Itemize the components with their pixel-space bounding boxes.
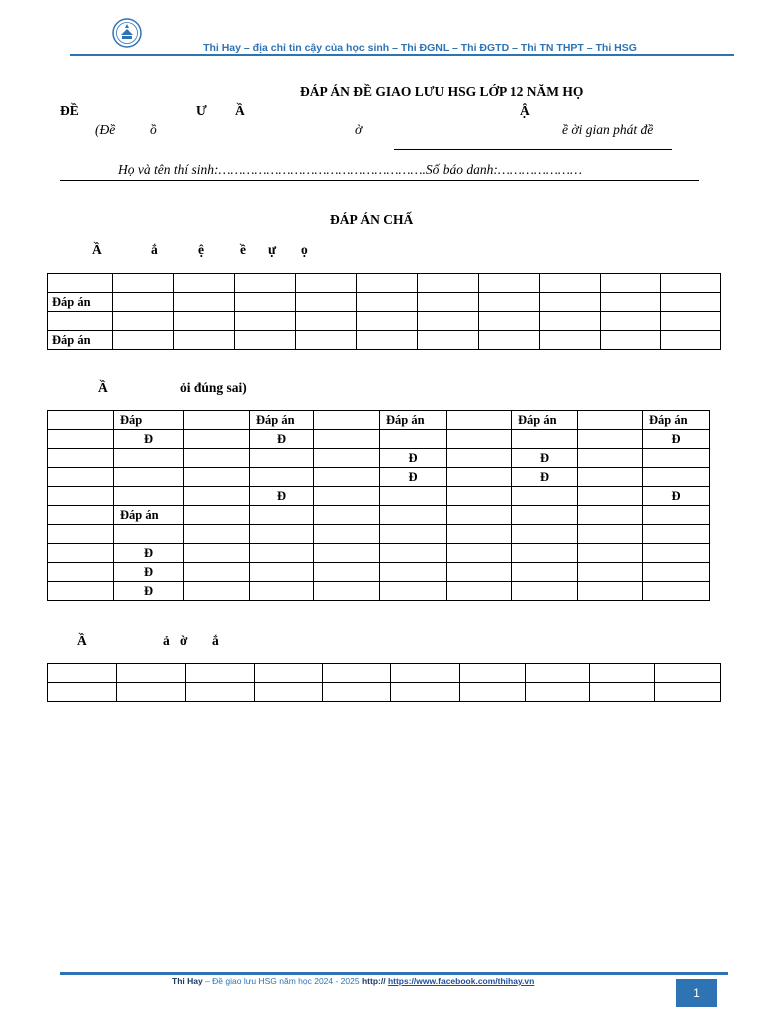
part2-cell: [512, 430, 578, 449]
part1-cell: [113, 312, 174, 331]
part1-cell: [357, 274, 418, 293]
part2-cell: [512, 525, 578, 544]
part2-cell: Đ: [250, 487, 314, 506]
part1-heading-1: Ầ: [92, 242, 102, 257]
part1-cell: [540, 331, 601, 350]
part2-cell: Đ: [643, 487, 710, 506]
part2-cell: [48, 468, 114, 487]
note-left: (Đề: [95, 122, 116, 137]
part3-cell: [391, 664, 460, 683]
part1-cell: [235, 274, 296, 293]
part2-cell: [512, 582, 578, 601]
part1-cell: [479, 331, 540, 350]
part2-cell: Đ: [380, 468, 447, 487]
candidate-line: Họ và tên thí sinh:…………………………………………….Số báo danh:…………………: [118, 162, 582, 177]
part1-cell: [296, 293, 357, 312]
part2-cell: [48, 430, 114, 449]
part2-row: [48, 430, 710, 449]
part2-cell: Đáp án: [114, 506, 184, 525]
part3-cell: [655, 664, 721, 683]
part2-cell: [314, 468, 380, 487]
part1-answer-table: [47, 273, 721, 350]
part2-cell: [447, 582, 512, 601]
part2-cell: [512, 487, 578, 506]
part2-cell: Đ: [512, 449, 578, 468]
part2-cell: [250, 563, 314, 582]
page-number: 1: [676, 979, 717, 1007]
header-divider: [70, 54, 734, 56]
part1-cell: [174, 274, 235, 293]
part2-cell: [250, 468, 314, 487]
part3-answer-table: [47, 663, 721, 702]
footer-caption: – Đề giao lưu HSG năm học 2024 - 2025: [202, 976, 362, 986]
part2-row: [48, 525, 710, 544]
part2-row: [48, 582, 710, 601]
part2-cell: [48, 525, 114, 544]
part2-cell: [114, 525, 184, 544]
part3-heading-2: ả: [163, 633, 170, 648]
note-o: ồ: [150, 122, 157, 137]
part2-cell: [447, 449, 512, 468]
school-logo-icon: [112, 18, 142, 48]
part2-cell: [184, 525, 250, 544]
part2-cell: [114, 468, 184, 487]
part1-cell: Đáp án: [48, 331, 113, 350]
part2-cell: Đ: [114, 582, 184, 601]
part2-cell: [447, 411, 512, 430]
part1-cell: [661, 331, 721, 350]
part2-heading-1: Ầ: [98, 380, 108, 395]
part2-cell: [114, 487, 184, 506]
part1-cell: [601, 274, 661, 293]
part2-cell: [114, 449, 184, 468]
part2-cell: [578, 487, 643, 506]
note-o2: ờ: [355, 122, 363, 137]
part1-heading-2: ắ: [151, 242, 158, 257]
title-fragment-a: Ầ: [235, 103, 245, 118]
part2-row: [48, 449, 710, 468]
part2-cell: [578, 449, 643, 468]
footer-divider: [60, 972, 728, 975]
part1-cell: [661, 274, 721, 293]
part1-cell: [540, 312, 601, 331]
part1-cell: [235, 331, 296, 350]
part2-cell: [48, 411, 114, 430]
part2-heading-2: ỏi đúng sai): [180, 380, 247, 395]
part1-cell: [174, 331, 235, 350]
part2-cell: Đáp án: [512, 411, 578, 430]
part2-cell: [643, 563, 710, 582]
part2-cell: Đáp án: [380, 411, 447, 430]
part2-cell: [184, 411, 250, 430]
footer-brand: Thi Hay: [172, 976, 203, 986]
part2-cell: Đ: [114, 563, 184, 582]
part2-cell: [314, 506, 380, 525]
part1-cell: [418, 312, 479, 331]
part1-cell: [661, 293, 721, 312]
part1-cell: [235, 312, 296, 331]
part2-cell: [578, 468, 643, 487]
part2-row: [48, 563, 710, 582]
part2-cell: [578, 525, 643, 544]
part3-cell: [323, 664, 391, 683]
part3-heading-4: ắ: [212, 633, 219, 648]
part1-cell: [479, 312, 540, 331]
part2-cell: [250, 506, 314, 525]
part3-row: [48, 664, 721, 683]
part1-heading-5: ự: [268, 242, 277, 257]
part2-row: [48, 506, 710, 525]
part1-cell: [235, 293, 296, 312]
part2-row: [48, 468, 710, 487]
part1-cell: [661, 312, 721, 331]
part1-cell: [296, 331, 357, 350]
title-left-label: ĐỀ: [60, 103, 79, 118]
part1-cell: [113, 293, 174, 312]
part3-cell: [48, 683, 117, 702]
part3-cell: [186, 664, 255, 683]
part1-heading-3: ệ: [198, 242, 204, 257]
part1-cell: [540, 293, 601, 312]
part1-cell: [540, 274, 601, 293]
header-text: Thi Hay – địa chỉ tin cậy của học sinh – Thi ĐGNL – Thi ĐGTD – Thi TN THPT – Thi HSG: [203, 42, 637, 54]
part2-cell: [250, 525, 314, 544]
part3-heading-1: Ầ: [77, 633, 87, 648]
part2-cell: Đ: [114, 544, 184, 563]
part2-cell: [447, 506, 512, 525]
part2-cell: [184, 468, 250, 487]
part3-cell: [323, 683, 391, 702]
part2-cell: [578, 411, 643, 430]
part2-cell: [184, 487, 250, 506]
part3-cell: [460, 664, 526, 683]
part3-cell: [117, 683, 186, 702]
part3-cell: [255, 664, 323, 683]
part2-cell: [184, 430, 250, 449]
part2-cell: [380, 544, 447, 563]
part2-cell: [380, 487, 447, 506]
part2-cell: [512, 563, 578, 582]
part1-cell: [418, 293, 479, 312]
part1-cell: [601, 293, 661, 312]
part2-cell: [380, 582, 447, 601]
footer-link-prefix: http://: [361, 976, 388, 986]
part2-cell: Đ: [643, 430, 710, 449]
part3-cell: [186, 683, 255, 702]
title-fragment-right: Ậ: [520, 103, 530, 118]
part1-row: [48, 293, 721, 312]
part1-cell: [601, 331, 661, 350]
part2-cell: [380, 506, 447, 525]
part2-cell: [447, 468, 512, 487]
part3-cell: [526, 664, 590, 683]
part2-cell: [314, 430, 380, 449]
part2-cell: [447, 430, 512, 449]
candidate-underline: [60, 180, 699, 181]
part1-cell: [296, 274, 357, 293]
part1-cell: [48, 274, 113, 293]
part2-cell: [643, 582, 710, 601]
part3-row: [48, 683, 721, 702]
part2-cell: [314, 487, 380, 506]
part1-cell: [174, 312, 235, 331]
part2-cell: [578, 544, 643, 563]
part1-cell: [357, 331, 418, 350]
part2-cell: [48, 487, 114, 506]
part1-cell: [174, 293, 235, 312]
part2-cell: [314, 563, 380, 582]
part2-cell: [48, 563, 114, 582]
part1-row: [48, 331, 721, 350]
part1-cell: [479, 293, 540, 312]
part3-heading-3: ờ: [180, 633, 188, 648]
part1-cell: [113, 274, 174, 293]
part2-cell: [512, 544, 578, 563]
part2-cell: [643, 506, 710, 525]
part1-cell: [601, 312, 661, 331]
facebook-link[interactable]: https://www.facebook.com/thihay.vn: [387, 976, 535, 986]
part1-cell: [357, 293, 418, 312]
part2-cell: Đáp: [114, 411, 184, 430]
title-underline: [394, 149, 672, 150]
part2-cell: [48, 544, 114, 563]
part2-cell: [643, 525, 710, 544]
part2-cell: [380, 430, 447, 449]
part2-answer-table: [47, 410, 710, 601]
part3-cell: [590, 683, 655, 702]
part3-cell: [48, 664, 117, 683]
part2-cell: [314, 525, 380, 544]
part3-cell: [460, 683, 526, 702]
title-fragment-u: Ư: [196, 103, 207, 118]
part3-cell: [255, 683, 323, 702]
part2-cell: Đáp án: [643, 411, 710, 430]
part2-cell: [447, 563, 512, 582]
part1-row: [48, 274, 721, 293]
note-right: ề ời gian phát đề: [562, 122, 654, 137]
part2-row: [48, 487, 710, 506]
part2-cell: [447, 487, 512, 506]
part2-cell: [314, 411, 380, 430]
part2-cell: [643, 468, 710, 487]
part2-cell: [447, 525, 512, 544]
part2-cell: Đ: [512, 468, 578, 487]
part2-cell: Đ: [114, 430, 184, 449]
section-title: ĐÁP ÁN CHẤ: [330, 212, 414, 227]
part2-cell: [184, 563, 250, 582]
part1-cell: [357, 312, 418, 331]
part3-cell: [117, 664, 186, 683]
part1-cell: [113, 331, 174, 350]
part2-row: [48, 544, 710, 563]
part1-heading-6: ọ: [301, 242, 308, 257]
part2-cell: [48, 506, 114, 525]
part3-cell: [655, 683, 721, 702]
part3-cell: [590, 664, 655, 683]
part2-cell: [250, 582, 314, 601]
part1-cell: [418, 274, 479, 293]
part2-cell: [314, 544, 380, 563]
part2-cell: Đ: [250, 430, 314, 449]
part2-cell: [184, 449, 250, 468]
part2-cell: [380, 525, 447, 544]
part1-row: [48, 312, 721, 331]
part2-cell: [314, 449, 380, 468]
part2-cell: Đ: [380, 449, 447, 468]
part2-cell: [578, 506, 643, 525]
part3-cell: [526, 683, 590, 702]
part2-cell: [643, 544, 710, 563]
part1-cell: Đáp án: [48, 293, 113, 312]
part2-cell: [184, 582, 250, 601]
part2-cell: [578, 430, 643, 449]
part2-cell: [643, 449, 710, 468]
part1-cell: [296, 312, 357, 331]
part2-cell: [578, 563, 643, 582]
part2-cell: [380, 563, 447, 582]
part2-cell: [250, 449, 314, 468]
part2-cell: Đáp án: [250, 411, 314, 430]
part2-row: [48, 411, 710, 430]
part2-cell: [48, 582, 114, 601]
footer-text: [172, 976, 534, 986]
part1-cell: [479, 274, 540, 293]
part2-cell: [250, 544, 314, 563]
document-title: ĐÁP ÁN ĐỀ GIAO LƯU HSG LỚP 12 NĂM HỌ: [300, 84, 584, 99]
part1-heading-4: ề: [240, 242, 246, 257]
part2-cell: [184, 506, 250, 525]
part2-cell: [48, 449, 114, 468]
part3-cell: [391, 683, 460, 702]
part2-cell: [447, 544, 512, 563]
part2-cell: [578, 582, 643, 601]
part1-cell: [418, 331, 479, 350]
part2-cell: [314, 582, 380, 601]
part2-cell: [512, 506, 578, 525]
part2-cell: [184, 544, 250, 563]
part1-cell: [48, 312, 113, 331]
